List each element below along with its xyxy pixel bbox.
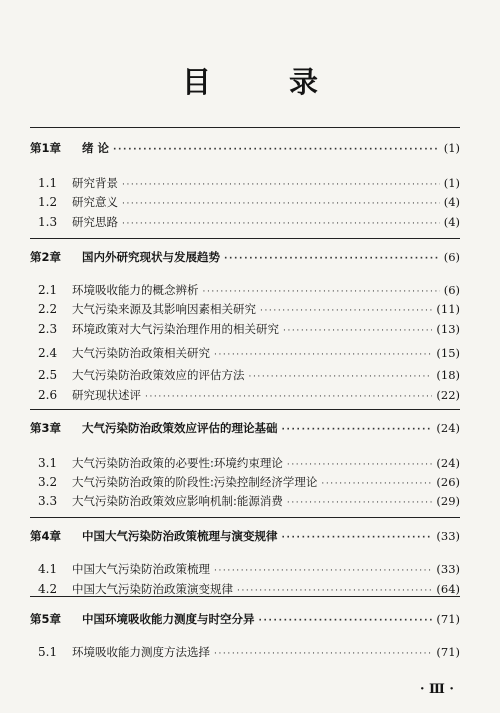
toc-chapter[interactable] xyxy=(30,526,460,546)
toc-section[interactable] xyxy=(30,472,460,492)
page-number: (26) xyxy=(436,475,460,489)
page-number: (24) xyxy=(436,421,460,435)
toc-chapter[interactable] xyxy=(30,609,460,629)
entry-number: 4.1 xyxy=(38,562,58,576)
entry-number: 2.4 xyxy=(38,346,58,360)
dot-leader xyxy=(260,306,432,316)
page-number: (11) xyxy=(436,302,460,316)
dot-leader xyxy=(224,254,440,264)
entry-title: 环境吸收能力的概念辨析 xyxy=(72,283,199,297)
page-number: (33) xyxy=(436,529,460,543)
entry-title: 中国大气污染防治政策梳理与演变规律 xyxy=(82,529,278,543)
dot-leader xyxy=(214,566,432,576)
toc-section[interactable] xyxy=(30,192,460,212)
page-number: (64) xyxy=(436,582,460,596)
dot-leader xyxy=(282,533,433,543)
page-number: (18) xyxy=(436,368,460,382)
entry-title: 大气污染防治政策效应的评估方法 xyxy=(72,368,245,382)
entry-title: 研究现状述评 xyxy=(72,388,141,402)
toc-section[interactable] xyxy=(30,212,460,232)
page-number: (6) xyxy=(443,250,460,264)
entry-number: 2.2 xyxy=(38,302,58,316)
page-folio: · Ⅲ · xyxy=(420,682,454,697)
entry-title: 大气污染防治政策的必要性:环境约束理论 xyxy=(72,456,283,470)
page-number: (4) xyxy=(443,195,460,209)
entry-number: 第5章 xyxy=(30,612,62,626)
toc-section[interactable] xyxy=(30,559,460,579)
toc-section[interactable] xyxy=(30,365,460,385)
dot-leader xyxy=(122,219,440,229)
entry-number: 5.1 xyxy=(38,645,58,659)
dot-leader xyxy=(214,350,432,360)
entry-number: 1.1 xyxy=(38,176,58,190)
page-number: (24) xyxy=(436,456,460,470)
entry-number: 2.6 xyxy=(38,388,58,402)
page-number: (71) xyxy=(436,645,460,659)
dot-leader xyxy=(283,326,432,336)
entry-number: 第2章 xyxy=(30,250,62,264)
entry-number: 3.2 xyxy=(38,475,58,489)
dot-leader xyxy=(249,372,433,382)
entry-title: 大气污染防治政策的阶段性:污染控制经济学理论 xyxy=(72,475,318,489)
toc-section[interactable] xyxy=(30,319,460,339)
entry-title: 研究意义 xyxy=(72,195,118,209)
dot-leader xyxy=(259,616,433,626)
divider xyxy=(30,127,460,128)
entry-title: 绪 论 xyxy=(82,141,110,155)
toc-chapter[interactable] xyxy=(30,247,460,267)
page-number: (71) xyxy=(436,612,460,626)
dot-leader xyxy=(113,145,440,155)
dot-leader xyxy=(122,180,440,190)
entry-number: 第3章 xyxy=(30,421,62,435)
entry-title: 国内外研究现状与发展趋势 xyxy=(82,250,220,264)
toc-section[interactable] xyxy=(30,642,460,662)
page-number: (22) xyxy=(436,388,460,402)
entry-number: 1.2 xyxy=(38,195,58,209)
entry-title: 大气污染防治政策效应影响机制:能源消费 xyxy=(72,494,283,508)
page-number: (6) xyxy=(443,283,460,297)
toc-section[interactable] xyxy=(30,173,460,193)
toc-section[interactable] xyxy=(30,299,460,319)
divider xyxy=(30,517,460,518)
dot-leader xyxy=(321,479,432,489)
page-number: (1) xyxy=(443,141,460,155)
toc-section[interactable] xyxy=(30,491,460,511)
entry-number: 4.2 xyxy=(38,582,58,596)
page-number: (29) xyxy=(436,494,460,508)
toc-chapter[interactable] xyxy=(30,138,460,158)
entry-number: 2.3 xyxy=(38,322,58,336)
page-title: 目 录 xyxy=(181,65,353,99)
entry-title: 大气污染来源及其影响因素相关研究 xyxy=(72,302,256,316)
entry-number: 第4章 xyxy=(30,529,62,543)
toc-chapter[interactable] xyxy=(30,418,460,438)
entry-number: 1.3 xyxy=(38,215,58,229)
dot-leader xyxy=(203,287,440,297)
page-number: (15) xyxy=(436,346,460,360)
dot-leader xyxy=(282,425,433,435)
entry-title: 研究背景 xyxy=(72,176,118,190)
entry-title: 中国大气污染防治政策演变规律 xyxy=(72,582,233,596)
dot-leader xyxy=(287,498,433,508)
dot-leader xyxy=(122,199,440,209)
entry-number: 2.1 xyxy=(38,283,58,297)
page-number: (1) xyxy=(443,176,460,190)
dot-leader xyxy=(145,392,432,402)
page-number: (33) xyxy=(436,562,460,576)
toc-section[interactable] xyxy=(30,453,460,473)
dot-leader xyxy=(214,649,432,659)
entry-title: 中国大气污染防治政策梳理 xyxy=(72,562,210,576)
entry-number: 2.5 xyxy=(38,368,58,382)
entry-title: 大气污染防治政策相关研究 xyxy=(72,346,210,360)
toc-section[interactable] xyxy=(30,385,460,405)
page-number: (4) xyxy=(443,215,460,229)
toc-section[interactable] xyxy=(30,280,460,300)
divider xyxy=(30,238,460,239)
entry-title: 中国环境吸收能力测度与时空分异 xyxy=(82,612,255,626)
entry-title: 大气污染防治政策效应评估的理论基础 xyxy=(82,421,278,435)
page-number: (13) xyxy=(436,322,460,336)
entry-number: 3.3 xyxy=(38,494,58,508)
entry-title: 研究思路 xyxy=(72,215,118,229)
entry-number: 3.1 xyxy=(38,456,58,470)
toc-section[interactable] xyxy=(30,579,460,599)
entry-number: 第1章 xyxy=(30,141,62,155)
dot-leader xyxy=(237,586,432,596)
entry-title: 环境吸收能力测度方法选择 xyxy=(72,645,210,659)
toc-section[interactable] xyxy=(30,343,460,363)
divider xyxy=(30,409,460,410)
entry-title: 环境政策对大气污染治理作用的相关研究 xyxy=(72,322,279,336)
dot-leader xyxy=(287,460,433,470)
